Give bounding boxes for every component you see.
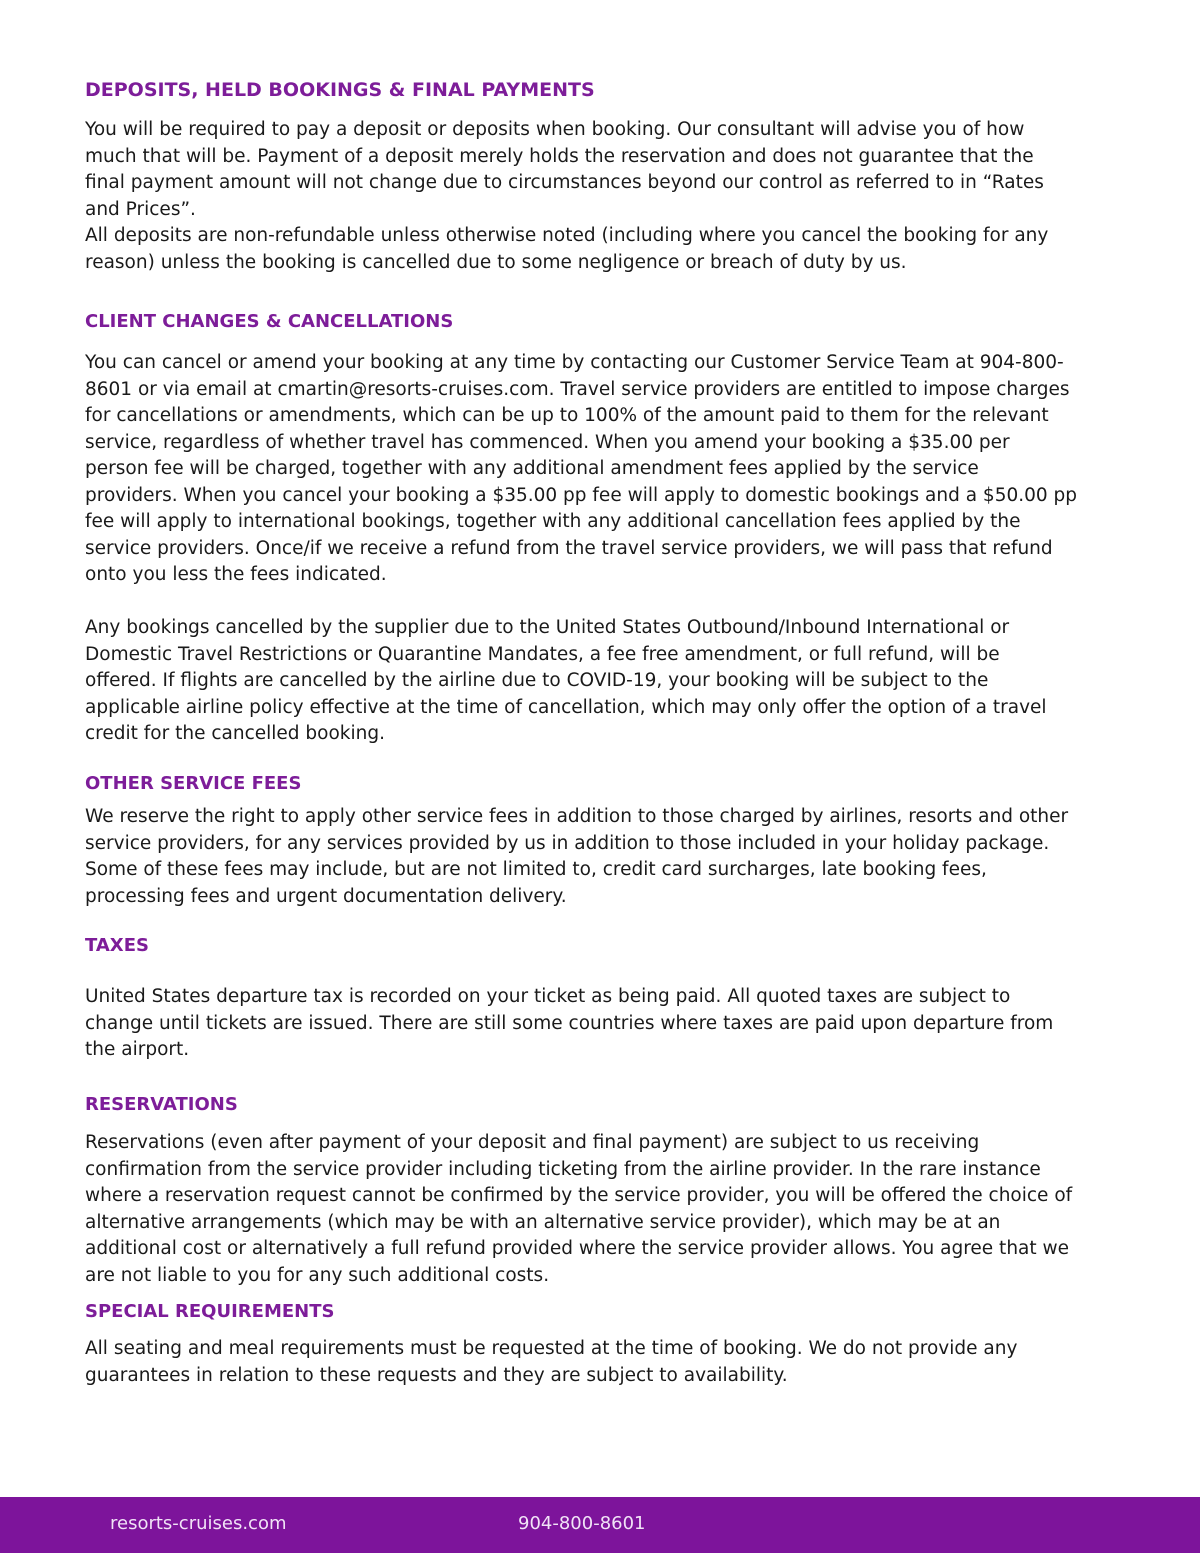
text-line: applicable airline policy effective at the time of cancellation, which may only offer the option of a travel [85, 696, 1047, 718]
text-line: additional cost or alternatively a full refund provided where the service provider allows. You agree that we [85, 1238, 1070, 1259]
section-heading-reservations: RESERVATIONS [85, 1094, 238, 1115]
text-line: final payment amount will not change due to circumstances beyond our control as referred to in “Rates [85, 172, 1044, 193]
section-heading-special-requirements: SPECIAL REQUIREMENTS [85, 1301, 335, 1322]
text-line: person fee will be charged, together with any additional amendment fees applied by the service [85, 458, 979, 479]
text-line: alternative arrangements (which may be with an alternative service provider), which may be at an [85, 1211, 1001, 1233]
text-line: Domestic Travel Restrictions or Quarantine Mandates, a fee free amendment, or full refund, will be [85, 643, 1000, 665]
text-line: fee will apply to international bookings, together with any additional cancellation fees applied by the [85, 511, 1021, 532]
text-line: Any bookings cancelled by the supplier due to the United States Outbound/Inbound International or [85, 617, 1010, 638]
text-line: Some of these fees may include, but are not limited to, credit card surcharges, late booking fees, [85, 859, 987, 880]
text-line: 8601 or via email at cmartin@resorts-cruises.com. Travel service providers are entitled to impose charges [85, 378, 1070, 400]
section-paragraph-special-requirements [85, 1336, 1135, 1389]
section-paragraph-changes [85, 350, 1135, 589]
footer-phone-number[interactable]: 904-800-8601 [518, 1513, 646, 1534]
text-line: Reservations (even after payment of your deposit and final payment) are subject to us receiving [85, 1132, 980, 1153]
text-line: and Prices”. [85, 198, 196, 220]
text-line: offered. If flights are cancelled by the airline due to COVID-19, your booking will be subject to the [85, 670, 989, 691]
section-paragraph-service-fees [85, 804, 1135, 910]
text-line: service providers, for any services provided by us in addition to those included in your holiday package. [85, 832, 1050, 854]
text-line: We reserve the right to apply other service fees in addition to those charged by airlines, resorts and other [85, 806, 1069, 827]
footer-bar [0, 1497, 1200, 1553]
text-line: where a reservation request cannot be confirmed by the service provider, you will be offered the choice of [85, 1185, 1073, 1206]
section-paragraph-taxes [85, 984, 1135, 1064]
section-paragraph-covid-cancellations [85, 615, 1135, 748]
section-paragraph-reservations [85, 1130, 1135, 1289]
text-line: the airport. [85, 1039, 190, 1060]
text-line: All seating and meal requirements must be requested at the time of booking. We do not provide any [85, 1338, 1018, 1359]
section-heading-changes-cancellations: CLIENT CHANGES & CANCELLATIONS [85, 311, 454, 332]
text-line: confirmation from the service provider including ticketing from the airline provider. In the rare instance [85, 1158, 1041, 1180]
text-line: onto you less the fees indicated. [85, 564, 387, 585]
text-line: reason) unless the booking is cancelled due to some negligence or breach of duty by us. [85, 251, 907, 273]
text-line: providers. When you cancel your booking a $35.00 pp fee will apply to domestic bookings and a $50.00 pp [85, 484, 1078, 506]
text-line: for cancellations or amendments, which can be up to 100% of the amount paid to them for the relevant [85, 405, 1049, 426]
text-line: much that will be. Payment of a deposit merely holds the reservation and does not guarantee that the [85, 145, 1034, 167]
section-paragraph-deposits [85, 117, 1135, 276]
text-line: guarantees in relation to these requests and they are subject to availability. [85, 1364, 788, 1386]
section-heading-other-service-fees: OTHER SERVICE FEES [85, 773, 302, 794]
text-line: All deposits are non-refundable unless otherwise noted (including where you cancel the booking for any [85, 225, 1049, 246]
text-line: service providers. Once/if we receive a refund from the travel service providers, we will pass that refund [85, 537, 1053, 559]
text-line: processing fees and urgent documentation delivery. [85, 885, 567, 907]
text-line: change until tickets are issued. There are still some countries where taxes are paid upon departure from [85, 1012, 1054, 1034]
text-line: credit for the cancelled booking. [85, 723, 385, 744]
text-line: United States departure tax is recorded on your ticket as being paid. All quoted taxes are subject to [85, 986, 1011, 1007]
text-line: You will be required to pay a deposit or deposits when booking. Our consultant will advise you of how [85, 119, 1025, 140]
text-line: You can cancel or amend your booking at any time by contacting our Customer Service Team at 904-800- [85, 352, 1064, 373]
text-line: service, regardless of whether travel has commenced. When you amend your booking a $35.00 per [85, 431, 1010, 453]
section-heading-taxes: TAXES [85, 935, 149, 956]
text-line: are not liable to you for any such additional costs. [85, 1264, 550, 1286]
section-heading-deposits: DEPOSITS, HELD BOOKINGS & FINAL PAYMENTS [85, 79, 595, 101]
footer-website-link[interactable]: resorts-cruises.com [110, 1513, 287, 1534]
